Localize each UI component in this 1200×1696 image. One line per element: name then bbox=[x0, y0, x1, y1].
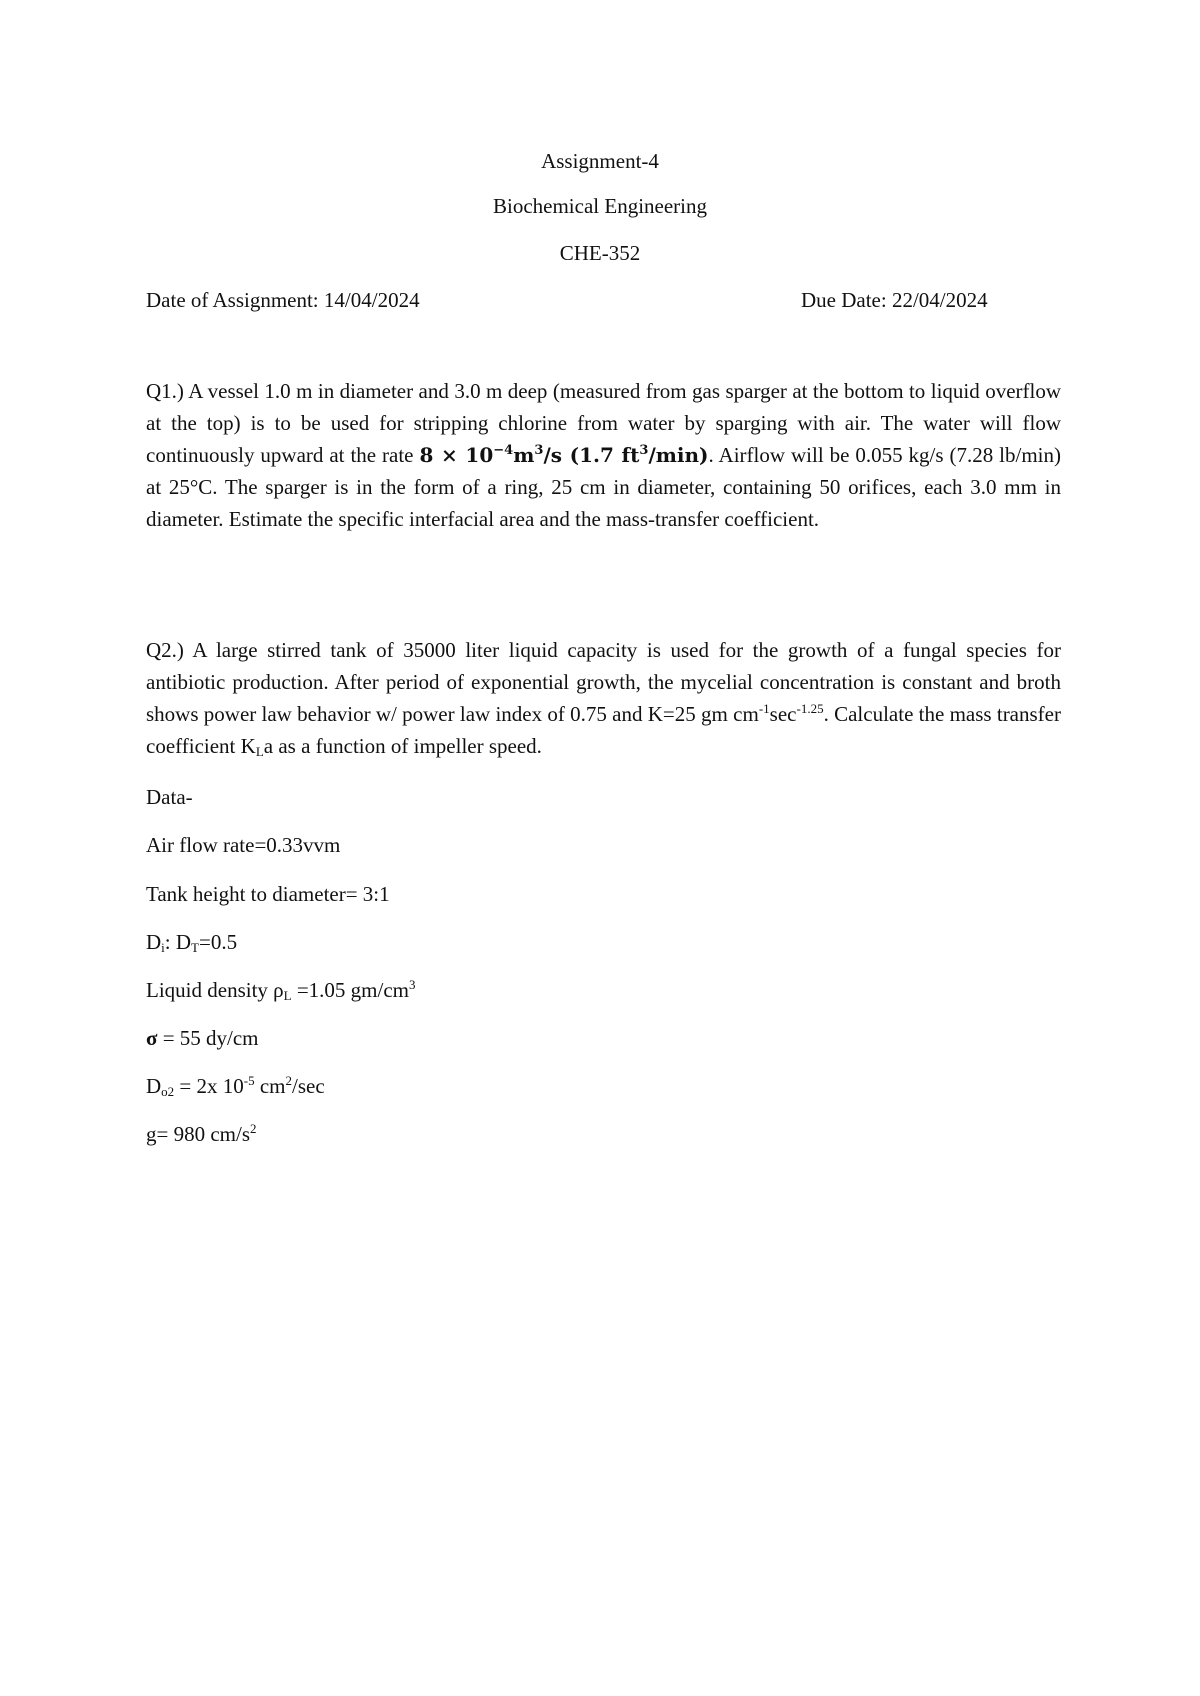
q2-text-part1: Q2.) A large stirred tank of 35000 liter liquid capacity is used for the growth of a fungal species for antibiotic production. After period of exponential growth, the mycelial concentration is constant and broth shows power law behavior w/ power law index of 0.75 and K=25 gm cm bbox=[146, 638, 1061, 726]
course-code: CHE-352 bbox=[559, 241, 641, 265]
data-impeller-ratio: $D_i$: $D_T=0.5$ bbox=[146, 930, 238, 955]
q1-text-part2: . Airflow will be 0.055 kg/s (7.28 lb/min) at 25°C. The sparger is in the form of a ring, 25 cm in diameter, containing 50 orifices, each 3.0 mm in diameter. Estimate the specific interfacial area and the mass-transfer coefficient. bbox=[146, 443, 1061, 531]
data-air-flow: Air flow rate=0.33vvm bbox=[146, 833, 341, 857]
data-tank-ratio: Tank height to diameter= 3:1 bbox=[146, 882, 390, 906]
data-gravity: g= 980 $cm/s^2$ bbox=[146, 1121, 257, 1146]
question-2: Q2.) A large stirred tank of 35000 liter liquid capacity is used for the growth of a fungal species for antibiotic production. After period of exponential growth, the mycelial concentration is constant and broth shows power law behavior w/ power law index of 0.75 and K=25 gm $cm^{-1}\sec^{-1.25}$. Calculate the mass transfer coefficient $K_La$ as a function of impeller speed. bbox=[146, 638, 1061, 759]
question-1 bbox=[146, 375, 1061, 535]
q1-flow-rate: $8 \times 10^{-4}m^3/s$ (1.7 $ft^3/\min$) bbox=[419, 443, 709, 467]
due-date: Due Date: 22/04/2024 bbox=[801, 288, 988, 312]
data-diffusivity: $D_{o2} = 2x$ $10^{-5}$ $cm^2/\sec$ bbox=[146, 1073, 325, 1099]
data-liquid-density: Liquid density $\rho_L =1.05$ $gm/cm^3$ bbox=[146, 977, 416, 1003]
data-heading: Data- bbox=[146, 785, 193, 809]
date-of-assignment: Date of Assignment: 14/04/2024 bbox=[146, 288, 420, 312]
q1-text-part1: Q1.) A vessel 1.0 m in diameter and 3.0 m deep (measured from gas sparger at the bottom to liquid overflow at the top) is to be used for stripping chlorine from water by sparging with air. The water will flow continuously upward at the rate bbox=[146, 379, 1061, 467]
assignment-title: Assignment-4 bbox=[541, 149, 659, 173]
data-surface-tension: σ = 55 dy/cm bbox=[146, 1026, 259, 1050]
subject-name: Biochemical Engineering bbox=[492, 194, 707, 218]
